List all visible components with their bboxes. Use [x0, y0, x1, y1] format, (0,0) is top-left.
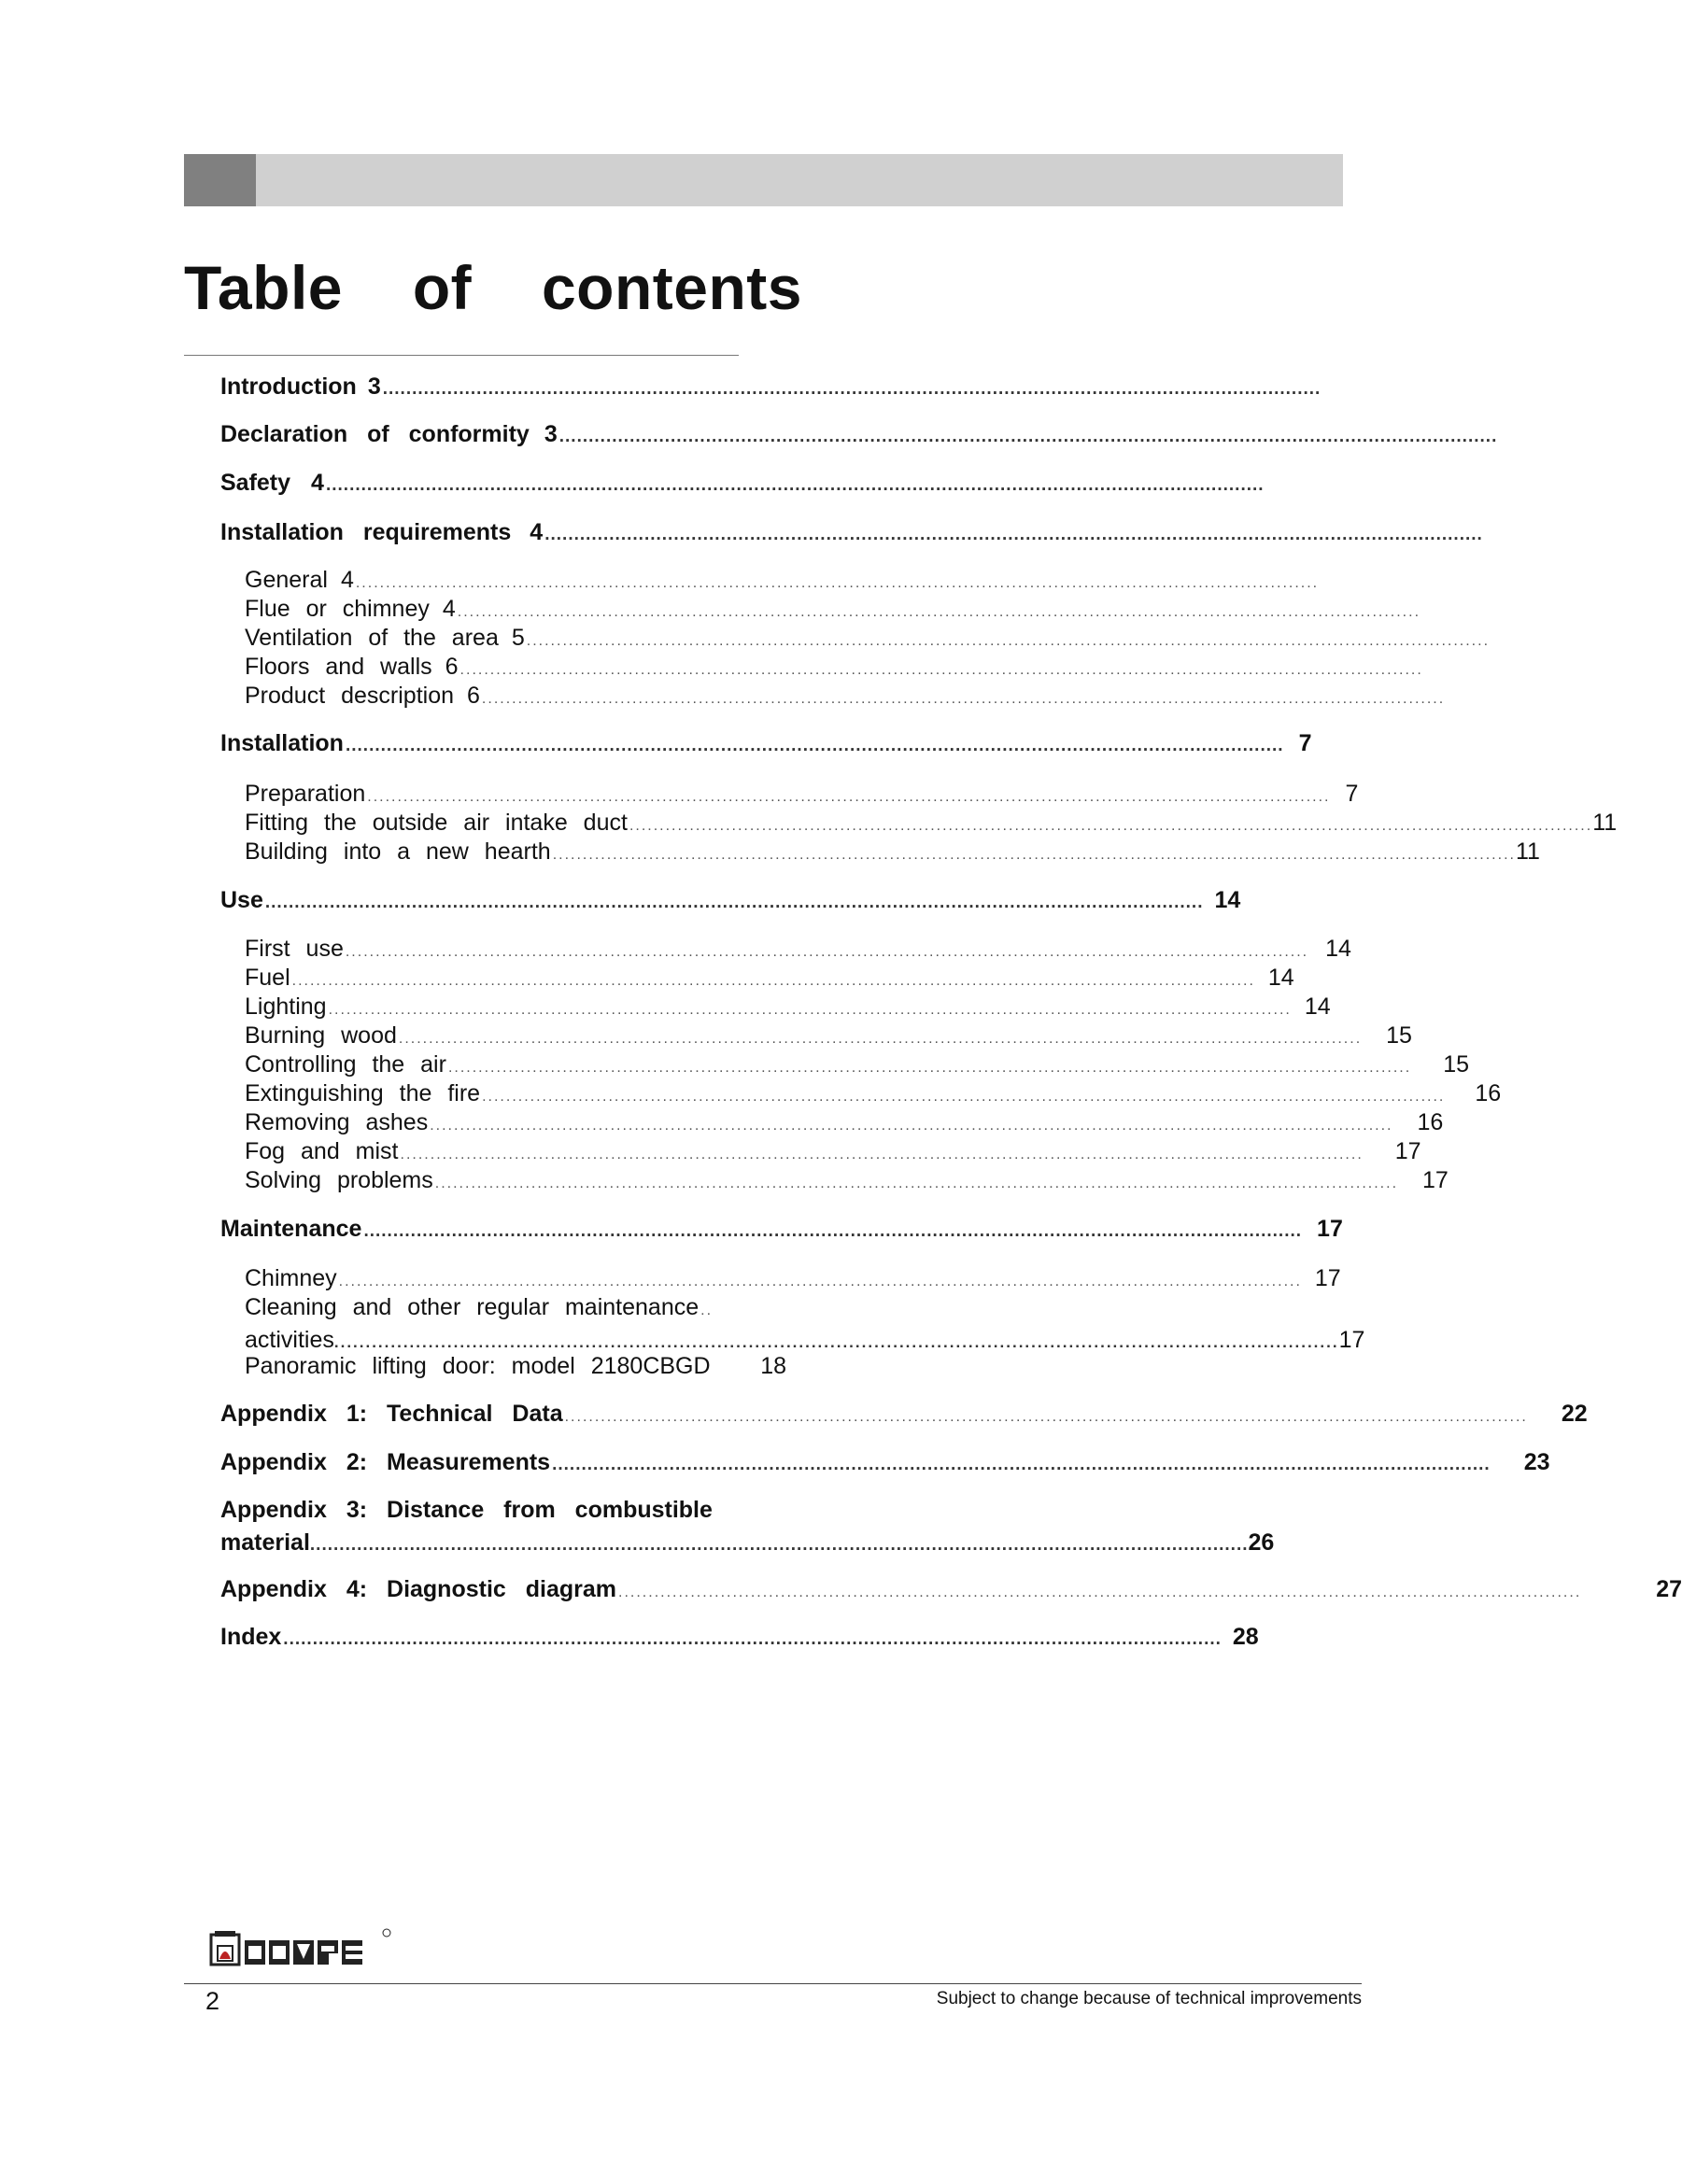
toc-page: 17 — [1317, 1216, 1343, 1242]
toc-entry-general[interactable] — [245, 567, 1320, 594]
toc-label-continued: material — [220, 1529, 310, 1556]
toc-entry-appendix-3[interactable] — [220, 1497, 1275, 1557]
toc-entry-extinguishing[interactable] — [245, 1080, 1502, 1107]
toc-page: 27 — [1656, 1576, 1682, 1602]
toc-leader: ................................................................................................................................................................ — [328, 1002, 1292, 1018]
toc-leader: ................................................................................................................................................................ — [544, 525, 1483, 544]
toc-entry-controlling-air[interactable] — [245, 1051, 1469, 1078]
toc-entry-fuel[interactable] — [245, 965, 1294, 992]
toc-entry-safety[interactable] — [220, 470, 1265, 497]
page-number: 2 — [205, 1987, 220, 2015]
toc-page: 14 — [1214, 887, 1241, 913]
toc-leader: ................................................................................................................................................................ — [526, 633, 1491, 649]
page-title: Table of contents — [184, 253, 802, 322]
toc-label: Fog and mist — [245, 1138, 399, 1164]
toc-label: Declaration of conformity — [220, 421, 530, 447]
toc-entry-fitting-air-duct[interactable] — [245, 810, 1618, 837]
toc-page: 4 — [442, 596, 456, 622]
toc-entry-solving-problems[interactable] — [245, 1167, 1449, 1194]
toc-page: 16 — [1475, 1080, 1502, 1106]
toc-page: 15 — [1386, 1022, 1412, 1049]
toc-leader: ................................................................................................................................................................ — [367, 789, 1331, 805]
toc-page: 16 — [1417, 1109, 1444, 1135]
toc-leader: ................................................................................................................................................................ — [345, 736, 1284, 755]
toc-leader: ................................................................................................................................................................ — [558, 427, 1498, 446]
toc-page: 7 — [1345, 781, 1359, 807]
toc-label: Lighting — [245, 993, 327, 1020]
toc-entry-appendix-1[interactable] — [220, 1401, 1588, 1428]
toc-entry-appendix-2[interactable] — [220, 1449, 1550, 1476]
toc-label: Product description — [245, 683, 455, 709]
toc-leader: ................................................................................................................................................................ — [283, 1629, 1222, 1649]
toc-entry-preparation[interactable] — [245, 781, 1359, 808]
toc-label: Flue or chimney — [245, 596, 430, 622]
toc-page: 17 — [1338, 1327, 1365, 1353]
toc-leader: ................................................................................................................................................................ — [333, 1333, 1339, 1351]
toc-label: Use — [220, 887, 263, 913]
toc-entry-cleaning[interactable] — [245, 1294, 1365, 1354]
toc-entry-lighting[interactable] — [245, 993, 1331, 1021]
header-bar — [184, 154, 1343, 206]
toc-page: 22 — [1561, 1401, 1588, 1427]
toc-leader: ................................................................................................................................................................ — [447, 1060, 1412, 1076]
toc-page: 28 — [1232, 1624, 1259, 1650]
toc-label: Maintenance — [220, 1216, 362, 1242]
toc-entry-fog-and-mist[interactable] — [245, 1138, 1421, 1165]
toc-entry-installation-requirements[interactable] — [220, 519, 1483, 546]
toc-label: Index — [220, 1624, 282, 1650]
toc-label-continued: activities — [245, 1327, 334, 1353]
toc-leader: ................................................................................................................................................................ — [382, 379, 1322, 399]
toc-label: Introduction — [220, 373, 357, 400]
toc-page: 4 — [311, 470, 324, 496]
toc-page: 23 — [1523, 1449, 1550, 1475]
toc-label: Fuel — [245, 965, 290, 991]
toc-label: Panoramic lifting door: model 2180CBGD — [245, 1353, 711, 1379]
toc-label: Solving problems — [245, 1167, 433, 1193]
footer-divider — [184, 1983, 1362, 1984]
toc-page: 17 — [1314, 1265, 1341, 1291]
toc-entry-declaration[interactable] — [220, 421, 1498, 448]
toc-leader: ................................................................................................................................................................ — [309, 1535, 1249, 1555]
toc-entry-index[interactable] — [220, 1624, 1259, 1651]
toc-entry-appendix-4[interactable] — [220, 1576, 1682, 1603]
toc-leader: ................................................................................................................................................................ — [291, 973, 1255, 989]
toc-leader: ................................................................................................................................................................ — [338, 1274, 1302, 1289]
toc-leader: ................................................................................................................................................................ — [363, 1221, 1303, 1241]
toc-entry-chimney[interactable] — [245, 1265, 1341, 1292]
toc-label: Appendix 3: Distance from combustible — [220, 1497, 713, 1523]
toc-leader: .. — [700, 1303, 714, 1318]
toc-label: Safety — [220, 470, 291, 496]
toc-label: Installation requirements — [220, 519, 512, 545]
toc-entry-product-description[interactable] — [245, 683, 1446, 710]
toc-page: 14 — [1325, 936, 1351, 962]
toc-page: 7 — [1298, 730, 1312, 756]
toc-entry-removing-ashes[interactable] — [245, 1109, 1444, 1136]
toc-page: 14 — [1304, 993, 1331, 1020]
toc-leader: ................................................................................................................................................................ — [564, 1409, 1528, 1425]
toc-label: Extinguishing the fire — [245, 1080, 481, 1106]
toc-leader: ................................................................................................................................................................ — [430, 1118, 1393, 1134]
toc-label: Removing ashes — [245, 1109, 429, 1135]
toc-label: Appendix 2: Measurements — [220, 1449, 551, 1475]
toc-leader: ................................................................................................................................................................ — [434, 1176, 1399, 1191]
toc-leader: ................................................................................................................................................................ — [482, 1089, 1446, 1105]
toc-entry-use[interactable] — [220, 887, 1241, 914]
toc-leader: ................................................................................................................................................................ — [552, 1455, 1491, 1474]
toc-entry-burning-wood[interactable] — [245, 1022, 1412, 1050]
toc-leader: ................................................................................................................................................................ — [459, 662, 1423, 678]
toc-page: 14 — [1267, 965, 1294, 991]
toc-page: 11 — [1515, 838, 1540, 865]
toc-entry-installation[interactable] — [220, 730, 1312, 757]
toc-leader: ................................................................................................................................................................ — [398, 1031, 1363, 1047]
toc-leader: ................................................................................................................................................................ — [264, 893, 1204, 912]
footer-note: Subject to change because of technical improvements — [936, 1989, 1362, 2008]
toc-entry-maintenance[interactable] — [220, 1216, 1343, 1243]
toc-leader: ................................................................................................................................................................ — [552, 847, 1516, 863]
toc-entry-floors-and-walls[interactable] — [245, 654, 1423, 681]
dovre-logo-icon — [209, 1927, 396, 1970]
toc-entry-panoramic-door[interactable] — [245, 1353, 786, 1380]
toc-entry-flue-or-chimney[interactable] — [245, 596, 1421, 623]
toc-label: Appendix 1: Technical Data — [220, 1401, 563, 1427]
toc-entry-ventilation[interactable] — [245, 625, 1491, 652]
toc-label: First use — [245, 936, 344, 962]
toc-label: Installation — [220, 730, 344, 756]
toc-leader: ................................................................................................................................................................ — [457, 604, 1421, 620]
toc-page: 26 — [1248, 1529, 1275, 1556]
toc-label: Fitting the outside air intake duct — [245, 810, 628, 836]
toc-label: Cleaning and other regular maintenance — [245, 1294, 700, 1320]
toc-page: 5 — [511, 625, 525, 651]
toc-page: 15 — [1443, 1051, 1469, 1078]
toc-entry-building-into-hearth[interactable] — [245, 838, 1540, 866]
toc-page: 17 — [1394, 1138, 1421, 1164]
toc-entry-first-use[interactable] — [245, 936, 1351, 963]
toc-page: 3 — [544, 421, 558, 447]
toc-page: 3 — [367, 373, 381, 400]
toc-label: General — [245, 567, 328, 593]
toc-leader: ................................................................................................................................................................ — [325, 475, 1265, 495]
toc-entry-introduction[interactable] — [220, 373, 1322, 401]
header-tab — [184, 154, 256, 206]
toc-leader: ................................................................................................................................................................ — [618, 1585, 1582, 1600]
toc-leader: ................................................................................................................................................................ — [345, 944, 1309, 960]
toc-page: 4 — [340, 567, 354, 593]
toc-page: 17 — [1422, 1167, 1449, 1193]
toc-label: Preparation — [245, 781, 366, 807]
toc-label: Chimney — [245, 1265, 337, 1291]
toc-page: 18 — [760, 1353, 786, 1379]
toc-label: Burning wood — [245, 1022, 397, 1049]
toc-leader: ................................................................................................................................................................ — [400, 1147, 1364, 1162]
toc-label: Controlling the air — [245, 1051, 446, 1078]
toc-label: Appendix 4: Diagnostic diagram — [220, 1576, 617, 1602]
toc-page: 6 — [445, 654, 459, 680]
toc-page: 6 — [467, 683, 480, 709]
toc-label: Building into a new hearth — [245, 838, 551, 865]
toc-leader: ................................................................................................................................................................ — [481, 691, 1446, 707]
toc-label: Ventilation of the area — [245, 625, 499, 651]
toc-leader: ................................................................................................................................................................ — [629, 818, 1593, 834]
toc-page: 11 — [1592, 810, 1618, 836]
toc-leader: ................................................................................................................................................................ — [355, 575, 1320, 591]
toc-page: 4 — [530, 519, 544, 545]
toc-label: Floors and walls — [245, 654, 432, 680]
title-divider — [184, 355, 739, 356]
